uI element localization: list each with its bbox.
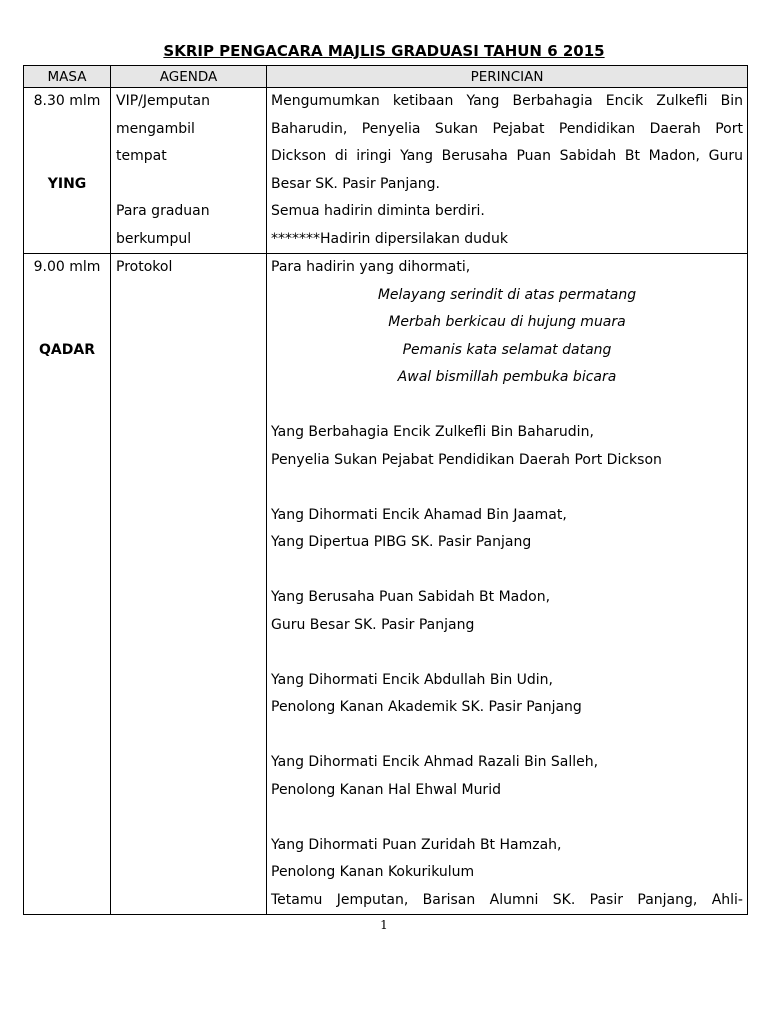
perincian-line: Besar SK. Pasir Panjang. [271, 175, 440, 192]
masa-code: YING [47, 175, 87, 192]
masa-code: QADAR [39, 341, 95, 358]
perincian-line: Mengumumkan ketibaan Yang Berbahagia Encik Zulkefli Bin [271, 93, 743, 109]
dignitary-name: Yang Dihormati Encik Ahamad Bin Jaamat, [271, 506, 567, 523]
script-table [23, 65, 748, 915]
masa-time: 9.00 mlm [33, 259, 101, 275]
poem-line: Pemanis kata selamat datang [402, 341, 612, 358]
dignitary-name: Yang Berbahagia Encik Zulkefli Bin Baharudin, [271, 424, 594, 440]
header-agenda: AGENDA [111, 66, 267, 88]
dignitary-name: Yang Dihormati Puan Zuridah Bt Hamzah, [271, 836, 562, 853]
perincian-cell [267, 88, 748, 254]
dignitary-name: Yang Dihormati Encik Abdullah Bin Udin, [271, 671, 554, 688]
dignitary-title: Guru Besar SK. Pasir Panjang [271, 616, 475, 633]
agenda-line: Para graduan [116, 203, 210, 219]
protocol-opening: Para hadirin yang dihormati, [271, 259, 471, 275]
dignitary-title: Penolong Kanan Akademik SK. Pasir Panjang [271, 699, 582, 715]
page-number: 1 [380, 918, 388, 932]
perincian-line: Baharudin, Penyelia Sukan Pejabat Pendidikan Daerah Port [271, 120, 743, 137]
dignitary-title: Yang Dipertua PIBG SK. Pasir Panjang [271, 534, 532, 550]
agenda-line: tempat [116, 148, 167, 164]
perincian-line: *******Hadirin dipersilakan duduk [271, 230, 508, 247]
table-header-row [24, 66, 748, 88]
dignitary-title: Penolong Kanan Hal Ehwal Murid [271, 781, 501, 798]
dignitary-name: Yang Berusaha Puan Sabidah Bt Madon, [271, 589, 551, 605]
agenda-cell [111, 254, 267, 915]
agenda-line: mengambil [116, 120, 195, 137]
agenda-line [116, 171, 262, 199]
perincian-line: Tetamu Jemputan, Barisan Alumni SK. Pasir Panjang, Ahli- [271, 891, 743, 908]
masa-cell [24, 254, 111, 915]
dignitary-name: Yang Dihormati Encik Ahmad Razali Bin Salleh, [271, 754, 599, 770]
agenda-line: Protokol [116, 259, 173, 275]
document-title: SKRIP PENGACARA MAJLIS GRADUASI TAHUN 6 2015 [163, 42, 605, 60]
poem-line: Melayang serindit di atas permatang [377, 286, 637, 303]
header-masa: MASA [24, 66, 111, 88]
masa-time: 8.30 mlm [33, 93, 101, 109]
perincian-line: Semua hadirin diminta berdiri. [271, 203, 485, 219]
poem-line: Merbah berkicau di hujung muara [388, 314, 626, 330]
masa-cell [24, 88, 111, 254]
agenda-cell [111, 88, 267, 254]
poem-line: Awal bismillah pembuka bicara [397, 369, 617, 385]
dignitary-title: Penyelia Sukan Pejabat Pendidikan Daerah Port Dickson [271, 451, 662, 468]
table-row [24, 254, 748, 915]
dignitary-title: Penolong Kanan Kokurikulum [271, 864, 475, 880]
perincian-cell [267, 254, 748, 915]
agenda-line: berkumpul [116, 230, 192, 247]
header-perincian: PERINCIAN [267, 66, 748, 88]
perincian-line: Dickson di iringi Yang Berusaha Puan Sabidah Bt Madon, Guru [271, 148, 743, 164]
table-row [24, 88, 748, 254]
agenda-line: VIP/Jemputan [116, 93, 210, 109]
